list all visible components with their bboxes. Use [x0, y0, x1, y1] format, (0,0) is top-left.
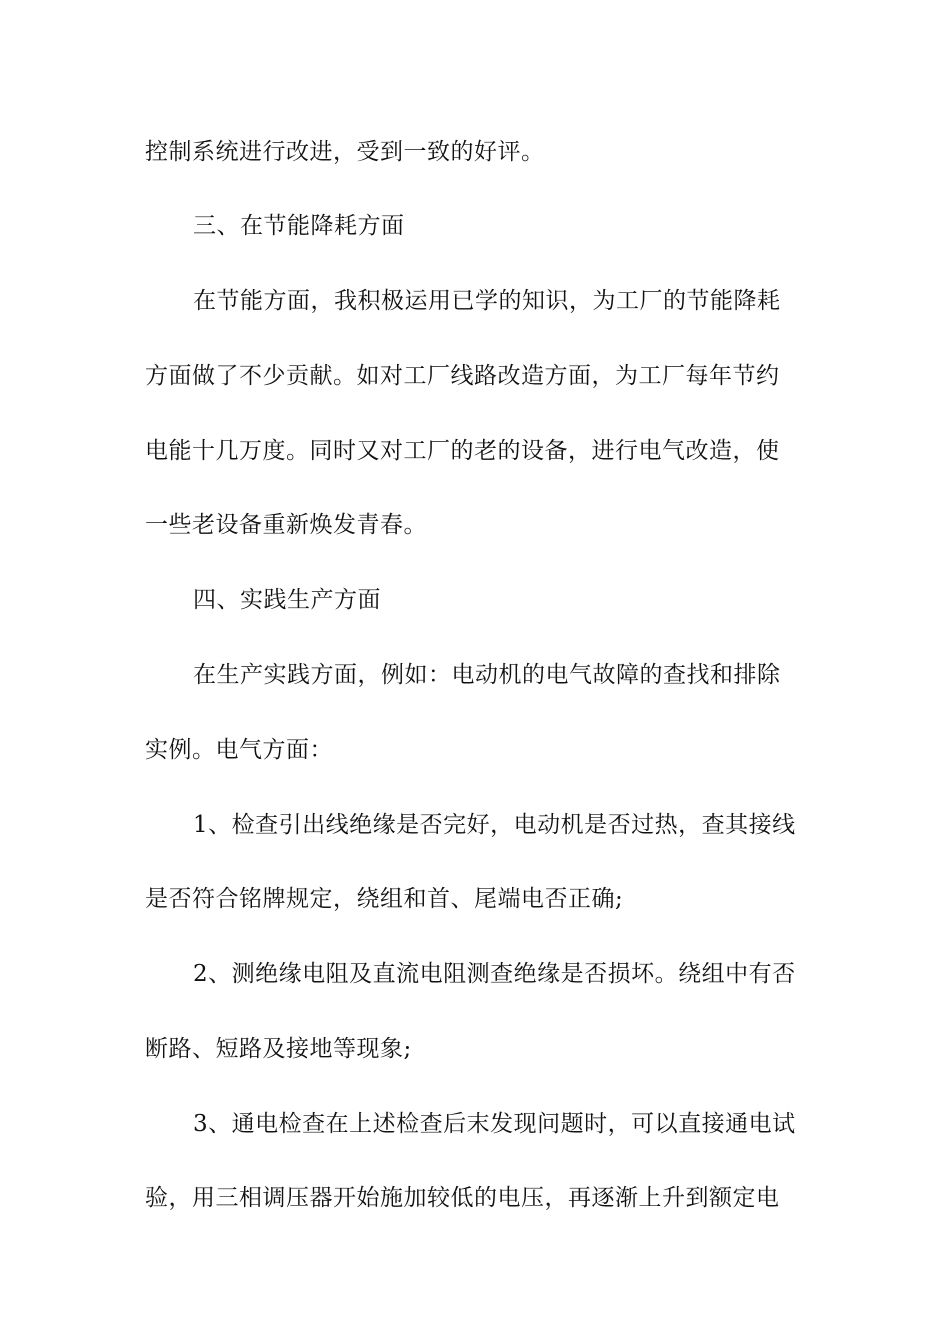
list-item-1: 1、检查引出线绝缘是否完好，电动机是否过热，查其接线: [193, 812, 796, 838]
section-heading-energy-saving: 三、在节能降耗方面: [193, 213, 405, 239]
paragraph-line: 一些老设备重新焕发青春。: [145, 512, 427, 538]
list-item-2: 2、测绝缘电阻及直流电阻测查绝缘是否损坏。绕组中有否: [193, 961, 796, 987]
section-heading-practice-production: 四、实践生产方面: [193, 587, 381, 613]
paragraph-line: 在节能方面，我积极运用已学的知识，为工厂的节能降耗: [193, 288, 781, 314]
paragraph-line: 在生产实践方面，例如：电动机的电气故障的查找和排除: [193, 662, 781, 688]
list-item-3: 3、通电检查在上述检查后末发现问题时，可以直接通电试: [193, 1111, 796, 1137]
paragraph-line: 方面做了不少贡献。如对工厂线路改造方面，为工厂每年节约: [145, 363, 780, 389]
paragraph-line: 是否符合铭牌规定，绕组和首、尾端电否正确;: [145, 886, 624, 912]
paragraph-line: 控制系统进行改进，受到一致的好评。: [145, 139, 545, 165]
paragraph-line: 验，用三相调压器开始施加较低的电压，再逐渐上升到额定电: [145, 1185, 780, 1211]
paragraph-line: 断路、短路及接地等现象;: [145, 1036, 412, 1062]
paragraph-line: 实例。电气方面：: [145, 737, 333, 763]
paragraph-line: 电能十几万度。同时又对工厂的老的设备，进行电气改造，使: [145, 438, 780, 464]
